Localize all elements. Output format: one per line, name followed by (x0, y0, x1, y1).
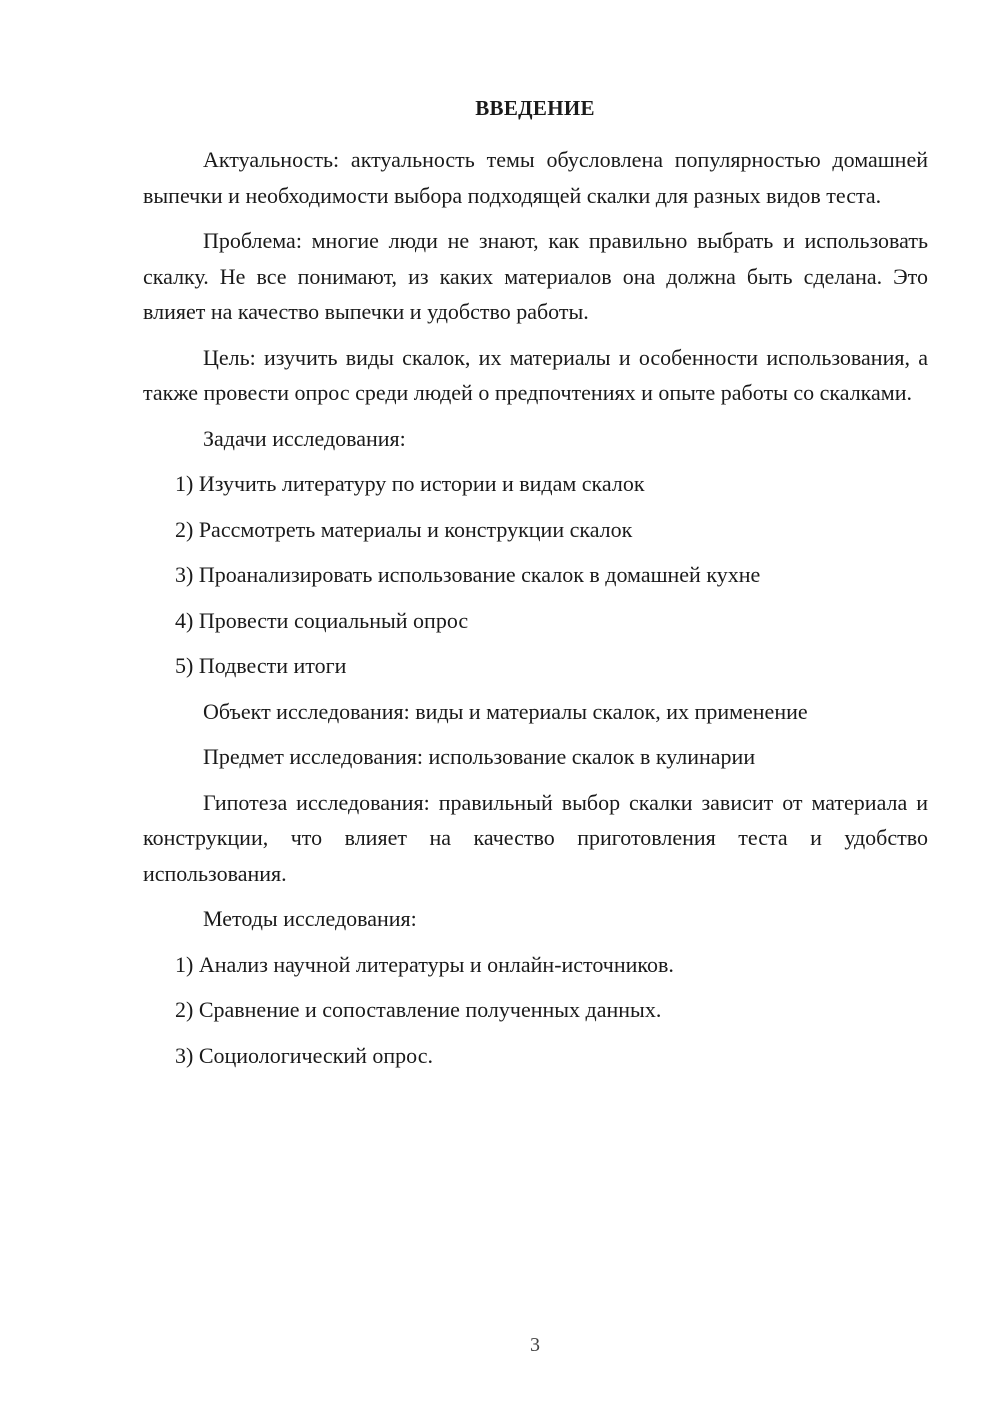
page-number: 3 (530, 1334, 540, 1356)
method-item: 1) Анализ научной литературы и онлайн-источников. (175, 951, 674, 977)
goal-paragraph: Цель: изучить виды скалок, их материалы и особенности использования, а также провести опрос среди людей о предпочтениях и опыте работы со скалками. (143, 344, 928, 405)
relevance-paragraph: Актуальность: актуальность темы обусловлена популярностью домашней выпечки и необходимости выбора подходящей скалки для разных видов теста. (143, 147, 928, 208)
task-item: 2) Рассмотреть материалы и конструкции скалок (175, 516, 633, 542)
object-paragraph: Объект исследования: виды и материалы скалок, их применение (203, 698, 808, 724)
method-item: 2) Сравнение и сопоставление полученных данных. (175, 997, 662, 1022)
task-item: 5) Подвести итоги (175, 653, 347, 678)
tasks-label: Задачи исследования: (203, 425, 406, 451)
method-item: 3) Социологический опрос. (175, 1042, 433, 1068)
subject-paragraph: Предмет исследования: использование скалок в кулинарии (203, 744, 756, 769)
page-title: ВВЕДЕНИЕ (475, 96, 595, 120)
methods-label: Методы исследования: (203, 906, 417, 931)
problem-paragraph: Проблема: многие люди не знают, как правильно выбрать и использовать скалку. Не все понимают, из каких материалов она должна быть сделана. Это влияет на качество выпечки и удобство работы. (143, 228, 928, 324)
task-item: 4) Провести социальный опрос (175, 607, 469, 633)
task-item: 3) Проанализировать использование скалок в домашней кухне (175, 562, 761, 587)
hypothesis-paragraph: Гипотеза исследования: правильный выбор скалки зависит от материала и конструкции, что влияет на качество приготовления теста и удобство использования. (143, 789, 928, 886)
document-body (143, 142, 928, 1083)
task-item: 1) Изучить литературу по истории и видам скалок (175, 471, 645, 496)
